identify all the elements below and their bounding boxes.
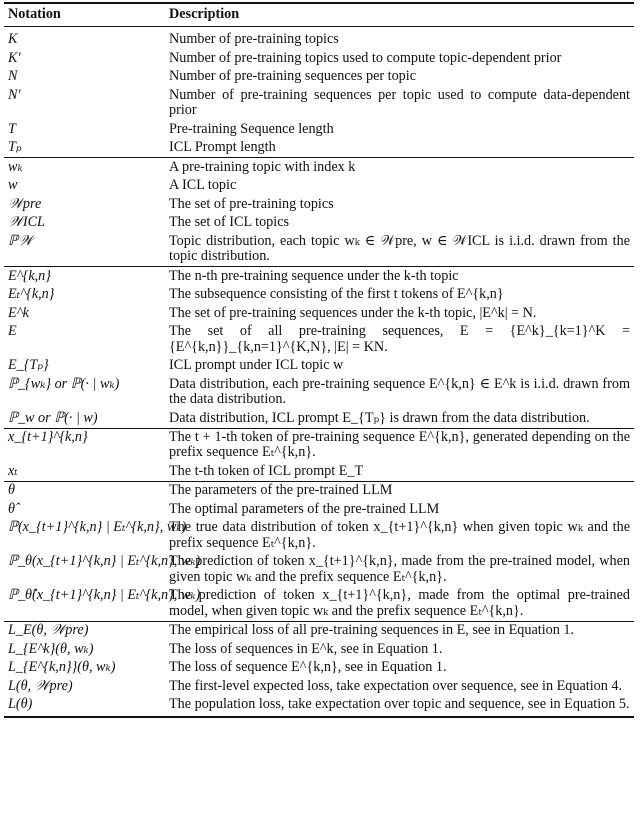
table-row xyxy=(4,214,634,233)
table-row xyxy=(4,677,634,696)
notation-description: A pre-training topic with index k xyxy=(169,158,356,175)
group-losses xyxy=(4,621,634,716)
table-row xyxy=(4,177,634,196)
notation-description: The t-th token of ICL prompt E_T xyxy=(169,462,364,479)
table-row xyxy=(4,267,634,286)
notation-symbol: K xyxy=(8,31,18,48)
notation-symbol: T xyxy=(8,120,16,137)
notation-description: The t + 1-th token of pre-training sequence E^{k,n}, generated depending on the prefix sequence Eₜ^{k,n}. xyxy=(169,429,630,461)
notation-description: Number of pre-training sequences per topic used to compute data-dependent prior xyxy=(169,86,630,119)
notation-description: The prediction of token x_{t+1}^{k,n}, made from the pre-trained model, when given topic wₖ and the prefix sequence Eₜ^{k,n}. xyxy=(169,553,630,585)
table-row xyxy=(4,375,634,409)
notation-description: The loss of sequences in E^k, see in Equation 1. xyxy=(169,640,443,657)
table-row xyxy=(4,68,634,87)
notation-symbol: w xyxy=(8,177,18,194)
notation-description: The loss of sequence E^{k,n}, see in Equation 1. xyxy=(169,659,447,676)
notation-symbol: E_{Tₚ} xyxy=(8,357,49,374)
notation-description: Data distribution, each pre-training sequence E^{k,n} ∈ E^k is i.i.d. drawn from the data distribution. xyxy=(169,375,630,408)
notation-symbol: E^{k,n} xyxy=(8,267,51,284)
notation-symbol: N′ xyxy=(8,86,21,103)
notation-description: The first-level expected loss, take expectation over sequence, see in Equation 4. xyxy=(169,677,623,694)
table-header xyxy=(4,3,634,27)
notation-symbol: ℙ𝒲 xyxy=(8,232,33,249)
table-row xyxy=(4,232,634,266)
notation-symbol: xₜ xyxy=(8,462,18,479)
group-tokens xyxy=(4,428,634,481)
notation-description: Pre-training Sequence length xyxy=(169,120,334,137)
table-row xyxy=(4,27,634,50)
notation-description: A ICL topic xyxy=(169,177,237,194)
table-row xyxy=(4,49,634,68)
notation-symbol: K′ xyxy=(8,49,21,66)
table-row xyxy=(4,462,634,481)
notation-description: Topic distribution, each topic wₖ ∈ 𝒲pre, w ∈ 𝒲ICL is i.i.d. drawn from the topic distribution. xyxy=(169,232,630,265)
table-row xyxy=(4,553,634,587)
notation-symbol: ℙ_{wₖ} or ℙ(· | wₖ) xyxy=(8,375,120,392)
notation-description: The population loss, take expectation over topic and sequence, see in Equation 5. xyxy=(169,696,630,713)
notation-description: ICL Prompt length xyxy=(169,139,276,156)
header-row xyxy=(4,3,634,27)
notation-description: The parameters of the pre-trained LLM xyxy=(169,482,393,499)
notation-symbol: E^k xyxy=(8,304,29,321)
notation-symbol: 𝒲ICL xyxy=(8,214,45,231)
notation-description: The prediction of token x_{t+1}^{k,n}, made from the optimal pre-trained model, when given topic wₖ and the prefix sequence Eₜ^{k,n}. xyxy=(169,587,630,619)
notation-symbol: θ xyxy=(8,482,15,499)
notation-symbol: L_{E^{k,n}}(θ, wₖ) xyxy=(8,659,116,676)
table-row xyxy=(4,640,634,659)
notation-symbol: ℙ(x_{t+1}^{k,n} | Eₜ^{k,n}, wₖ) xyxy=(8,519,187,536)
table-row xyxy=(4,409,634,428)
notation-description: The optimal parameters of the pre-trained LLM xyxy=(169,500,440,517)
notation-symbol: N xyxy=(8,68,18,85)
notation-symbol: Tₚ xyxy=(8,139,22,156)
table-row xyxy=(4,323,634,357)
table-row xyxy=(4,659,634,678)
notation-description: The set of all pre-training sequences, E = {E^k}_{k=1}^K = {E^{k,n}}_{k,n=1}^{K,N}, |E| = KN. xyxy=(169,323,630,355)
table-row xyxy=(4,139,634,158)
group-sequences xyxy=(4,267,634,428)
notation-symbol: θ̂ xyxy=(8,500,15,517)
notation-symbol: Eₜ^{k,n} xyxy=(8,286,55,303)
notation-description: The subsequence consisting of the first t tokens of E^{k,n} xyxy=(169,286,504,303)
notation-symbol: ℙ_θ̂(x_{t+1}^{k,n} | Eₜ^{k,n}, wₖ) xyxy=(8,587,201,604)
notation-description: The empirical loss of all pre-training sequences in E, see in Equation 1. xyxy=(169,622,575,639)
table-row xyxy=(4,621,634,640)
group-counts xyxy=(4,27,634,158)
notation-description: The true data distribution of token x_{t+1}^{k,n} when given topic wₖ and the prefix sequence Eₜ^{k,n}. xyxy=(169,519,630,551)
table-row xyxy=(4,304,634,323)
table-row xyxy=(4,357,634,376)
table-row xyxy=(4,195,634,214)
notation-symbol: E xyxy=(8,323,17,340)
notation-description: Number of pre-training topics used to compute topic-dependent prior xyxy=(169,49,562,66)
notation-description: The set of ICL topics xyxy=(169,214,290,231)
table-row xyxy=(4,286,634,305)
notation-symbol: L(θ, 𝒲pre) xyxy=(8,677,73,694)
notation-description: The set of pre-training sequences under the k-th topic, |E^k| = N. xyxy=(169,304,537,321)
notation-symbol: L_{E^k}(θ, wₖ) xyxy=(8,640,94,657)
notation-symbol: 𝒲pre xyxy=(8,195,42,212)
table-row xyxy=(4,696,634,717)
notation-description: Data distribution, ICL prompt E_{Tₚ} is drawn from the data distribution. xyxy=(169,409,590,426)
description-column-header: Description xyxy=(169,6,240,22)
table-row xyxy=(4,481,634,500)
table-row xyxy=(4,428,634,462)
table-row xyxy=(4,158,634,177)
group-topics xyxy=(4,158,634,267)
notation-symbol: wₖ xyxy=(8,158,23,175)
table-row xyxy=(4,86,634,120)
notation-symbol: L(θ) xyxy=(8,696,33,713)
notation-description: Number of pre-training topics xyxy=(169,31,339,48)
notation-symbol: ℙ_w or ℙ(· | w) xyxy=(8,409,98,426)
notation-symbol: ℙ_θ(x_{t+1}^{k,n} | Eₜ^{k,n}, wₖ) xyxy=(8,553,201,570)
table-row xyxy=(4,587,634,621)
notation-description: The n-th pre-training sequence under the k-th topic xyxy=(169,267,459,284)
notation-description: Number of pre-training sequences per topic xyxy=(169,68,417,85)
notation-column-header: Notation xyxy=(8,6,61,22)
notation-symbol: L_E(θ, 𝒲pre) xyxy=(8,622,89,639)
group-parameters xyxy=(4,481,634,621)
notation-symbol: x_{t+1}^{k,n} xyxy=(8,429,88,446)
notation-description: The set of pre-training topics xyxy=(169,195,334,212)
notation-description: ICL prompt under ICL topic w xyxy=(169,357,344,374)
table-row xyxy=(4,500,634,519)
table-row xyxy=(4,519,634,553)
notation-table xyxy=(4,2,634,718)
table-row xyxy=(4,120,634,139)
